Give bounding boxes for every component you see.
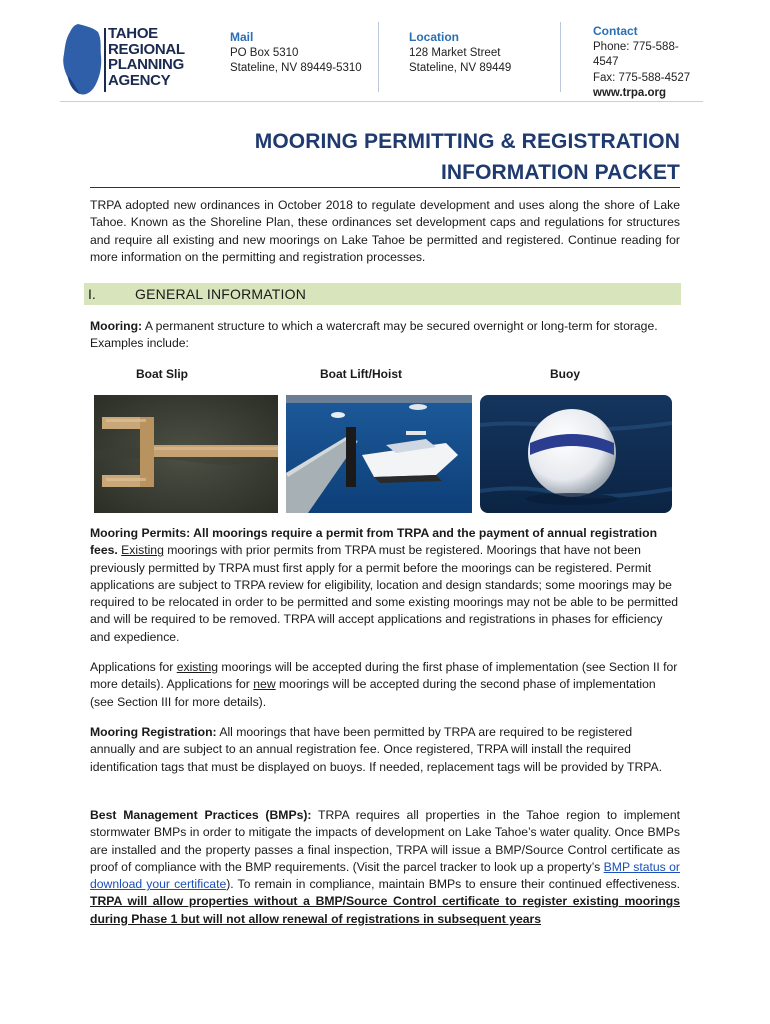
- registration-label: Mooring Registration:: [90, 725, 217, 739]
- permits-text: moorings with prior permits from TRPA must be registered. Moorings that have not been previously permitted by TRPA must first apply for a permit before the moorings can be registered. Permit applications are subject to TRPA review for eligibility, location and design standards; some moorings may be required to be relocated in order to be permitted and some existing moorings may not be able to be permitted and will be required to be removed. TRPA will accept applications and registrations in phases for efficiency and expedience.: [90, 543, 679, 644]
- mooring-label: Mooring:: [90, 319, 143, 333]
- mooring-registration-paragraph: [90, 724, 680, 776]
- bmp-text: ). To remain in compliance, maintain BMPs to ensure their continued effectiveness.: [226, 877, 680, 892]
- location-line: 128 Market Street: [409, 46, 501, 59]
- applications-existing-underlined: existing: [176, 660, 219, 674]
- boat-slip-photo: [94, 395, 278, 513]
- contact-heading: Contact: [593, 24, 638, 38]
- logo-line: AGENCY: [108, 71, 171, 89]
- logo-text: [108, 26, 185, 88]
- section-number: I.: [88, 286, 96, 302]
- boat-lift-photo: [286, 395, 472, 513]
- contact-phone: Phone: 775-588-4547: [593, 40, 679, 68]
- caption-boat-slip: Boat Slip: [136, 367, 189, 381]
- section-header-general-information: [84, 283, 681, 305]
- letterhead-divider: [378, 22, 379, 92]
- contact-fax: Fax: 775-588-4527: [593, 71, 691, 84]
- registration-text: All moorings that have been permitted by TRPA are required to be registered annually and are subject to an annual registration fee. Once registered, TRPA will install the required identification tags that must be displayed on buoys. If needed, replacement tags will be provided by TRPA.: [90, 725, 663, 774]
- buoy-photo: [480, 395, 672, 513]
- document-title-line2: INFORMATION PACKET: [440, 161, 680, 184]
- mooring-permits-paragraph: [90, 525, 680, 646]
- lake-tahoe-shape-icon: [60, 22, 104, 98]
- bmp-text: TRPA requires all properties in the Tahoe region to implement stormwater BMPs in order to mitigate the impacts of development on Lake Tahoe’s water quality. Once BMPs are installed and the property passes a final inspection, TRPA will issue a BMP/Source Control certificate as proof of compliance with the BMP requirements. (Visit the parcel tracker to look up a property’s: [90, 808, 681, 874]
- logo-divider: [104, 28, 106, 92]
- document-title-line1: MOORING PERMITTING & REGISTRATION: [254, 130, 680, 153]
- mooring-definition: [90, 318, 680, 353]
- mooring-text: A permanent structure to which a watercraft may be secured overnight or long-term for storage. Examples include:: [90, 319, 658, 351]
- letterhead-divider: [560, 22, 561, 92]
- mail-heading: Mail: [230, 30, 254, 44]
- bmp-paragraph: [90, 807, 680, 928]
- intro-paragraph: TRPA adopted new ordinances in October 2018 to regulate development and uses along the shore of Lake Tahoe. Known as the Shoreline Plan, these ordinances set development caps and regulations for structures and require all existing and new moorings on Lake Tahoe be permitted and registered. Continue reading for more information on the permitting and registration processes.: [90, 198, 680, 264]
- title-rule: [90, 187, 680, 188]
- letterhead-rule: [60, 101, 703, 102]
- trpa-logo: [60, 22, 190, 98]
- mail-line: Stateline, NV 89449-5310: [230, 62, 362, 74]
- applications-text: Applications for: [90, 660, 177, 674]
- bmp-label: Best Management Practices (BMPs):: [90, 808, 312, 822]
- applications-paragraph: [90, 659, 680, 711]
- permits-existing-underlined: Existing: [121, 543, 164, 558]
- permits-label: Mooring Permits: All moorings require a permit from TRPA and the payment of annual registration fees.: [90, 526, 658, 558]
- location-line: Stateline, NV 89449: [409, 62, 512, 74]
- applications-text: moorings will be accepted during the second phase of implementation (see Section III for more details).: [90, 677, 656, 709]
- logo-line: REGIONAL: [108, 40, 185, 58]
- contact-info: [593, 24, 702, 102]
- logo-line: TAHOE: [108, 25, 158, 42]
- mail-address: [230, 30, 362, 77]
- letterhead: [60, 18, 702, 102]
- applications-new-underlined: new: [253, 677, 276, 692]
- logo-line: PLANNING: [108, 56, 184, 73]
- location-address: [409, 30, 511, 77]
- bmp-status-link[interactable]: BMP status or download your certificate: [90, 859, 680, 892]
- applications-text: moorings will be accepted during the first phase of implementation (see Section II for more details). Applications for: [90, 660, 678, 692]
- caption-buoy: Buoy: [550, 367, 580, 381]
- location-heading: Location: [409, 30, 459, 44]
- mail-line: PO Box 5310: [230, 46, 299, 59]
- contact-website: www.trpa.org: [593, 87, 667, 99]
- caption-boat-lift: Boat Lift/Hoist: [320, 367, 402, 381]
- bmp-phase1-notice: TRPA will allow properties without a BMP/Source Control certificate to register existing moorings during Phase 1 but will not allow renewal of registrations in subsequent years: [90, 894, 680, 926]
- section-title: GENERAL INFORMATION: [135, 286, 307, 302]
